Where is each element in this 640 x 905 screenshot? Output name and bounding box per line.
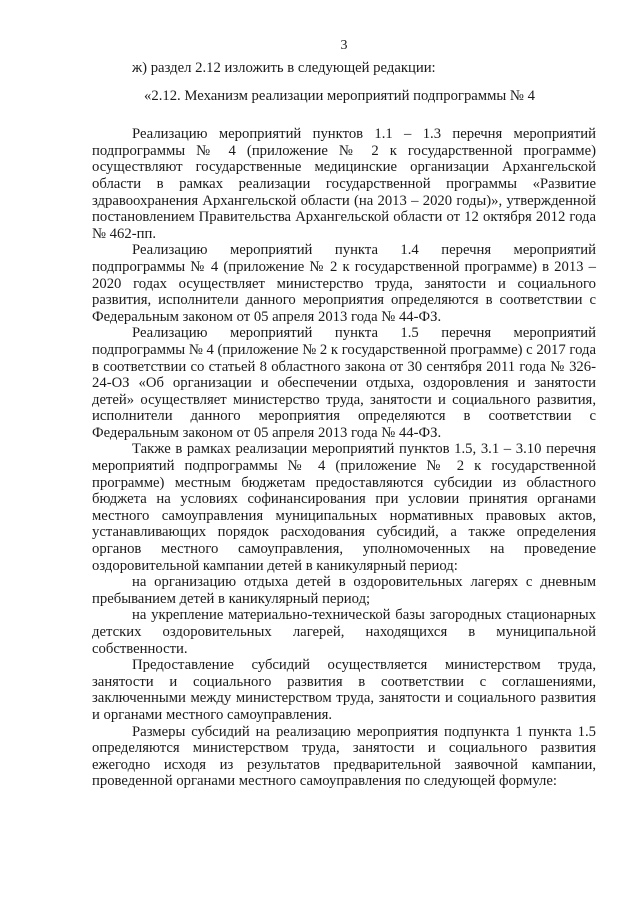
paragraph: Реализацию мероприятий пунктов 1.1 – 1.3 перечня мероприятий подпрограммы № 4 (приложение № 2 к государственной программе) осуществляют государственные медицинские организации Архангельской области в рамках реализации государственной программы «Развитие здравоохранения Архангельской области (на 2013 – 2020 годы)», утвержденной постановлением Правительства Архангельской области от 12 октября 2012 года № 462-пп.: [92, 126, 596, 242]
section-heading: «2.12. Механизм реализации мероприятий подпрограммы № 4: [144, 87, 535, 104]
list-item: на укрепление материально-технической базы загородных стационарных детских оздоровительных лагерей, находящихся в муниципальной собственности.: [92, 607, 596, 657]
paragraph: Также в рамках реализации мероприятий пунктов 1.5, 3.1 – 3.10 перечня мероприятий подпрограммы № 4 (приложение № 2 к государственной программе) местным бюджетам предоставляются субсидии из областного бюджета на условиях софинансирования при условии принятия органами местного самоуправления муниципальных нормативных правовых актов, устанавливающих порядок расходования субсидий, а также определения органов местного самоуправления, уполномоченных на проведение оздоровительной кампании детей в каникулярный период:: [92, 441, 596, 574]
paragraph: Реализацию мероприятий пункта 1.4 перечня мероприятий подпрограммы № 4 (приложение № 2 к государственной программе) в 2013 – 2020 годах осуществляет министерство труда, занятости и социального развития, исполнители данного мероприятия определяются в соответствии с Федеральным законом от 05 апреля 2013 года № 44-ФЗ.: [92, 242, 596, 325]
paragraph: Размеры субсидий на реализацию мероприятия подпункта 1 пункта 1.5 определяются министерством труда, занятости и социального развития ежегодно исходя из результатов предварительной заявочной кампании, проведенной органами местного самоуправления по следующей формуле:: [92, 723, 596, 790]
paragraph: Предоставление субсидий осуществляется министерством труда, занятости и социального развития в соответствии с соглашениями, заключенными между министерством труда, занятости и социального развития и органами местного самоуправления.: [92, 657, 596, 723]
amendment-intro: ж) раздел 2.12 изложить в следующей редакции:: [132, 60, 436, 76]
page-number: 3: [340, 38, 348, 53]
list-item: на организацию отдыха детей в оздоровительных лагерях с дневным пребыванием детей в каникулярный период;: [92, 574, 596, 607]
paragraph: Реализацию мероприятий пункта 1.5 перечня мероприятий подпрограммы № 4 (приложение № 2 к государственной программе) с 2017 года в соответствии со статьей 8 областного закона от 30 сентября 2011 года № 326-24-ОЗ «Об организации и обеспечении отдыха, оздоровления и занятости детей» осуществляет министерство труда, занятости и социального развития, исполнители данного мероприятия определяются в соответствии с Федеральным законом от 05 апреля 2013 года № 44-ФЗ.: [92, 325, 596, 441]
document-page: [92, 38, 596, 790]
